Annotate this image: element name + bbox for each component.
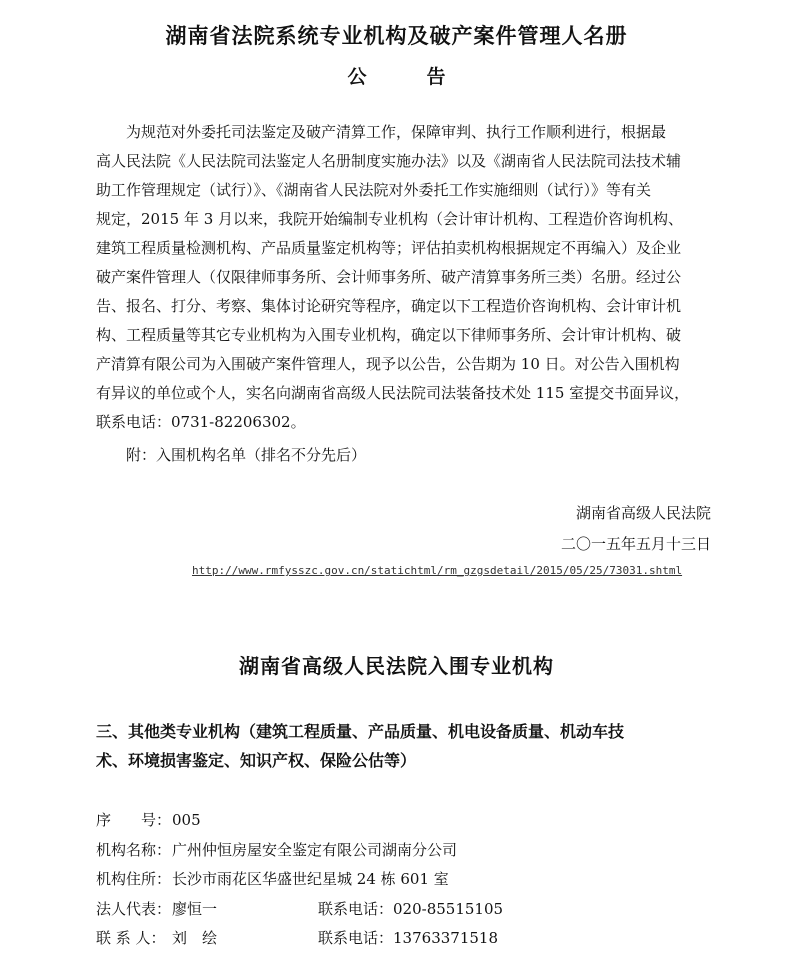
document-title: 湖南省法院系统专业机构及破产案件管理人名册 bbox=[165, 24, 628, 48]
issue-date: 二〇一五年五月十三日 bbox=[560, 535, 711, 553]
contact-phone-value: 13763371518 bbox=[393, 929, 498, 947]
representative-row bbox=[96, 895, 696, 924]
notice-line: 联系电话：0731-82206302。 bbox=[96, 413, 306, 431]
serial-row bbox=[96, 806, 201, 835]
category-line: 三、其他类专业机构（建筑工程质量、产品质量、机电设备质量、机动车技 bbox=[96, 722, 625, 741]
notice-line: 告、报名、打分、考察、集体讨论研究等程序，确定以下工程造价咨询机构、会计审计机 bbox=[96, 297, 682, 315]
org-name-value: 广州仲恒房屋安全鉴定有限公司湖南分公司 bbox=[172, 841, 458, 859]
attachment-note: 附：入围机构名单（排名不分先后） bbox=[126, 446, 367, 464]
address-value: 长沙市雨花区华盛世纪星城 24 栋 601 室 bbox=[172, 870, 449, 888]
notice-heading: 公告 bbox=[347, 66, 506, 88]
notice-line: 破产案件管理人（仅限律师事务所、会计师事务所、破产清算事务所三类）名册。经过公 bbox=[96, 268, 682, 286]
serial-value: 005 bbox=[172, 811, 201, 829]
category-heading bbox=[96, 717, 716, 775]
serial-label: 序 号： bbox=[96, 811, 172, 829]
representative-value: 廖恒一 bbox=[172, 900, 218, 918]
notice-line: 产清算有限公司为入围破产案件管理人，现予以公告，公告期为 10 日。对公告入围机构 bbox=[96, 355, 680, 373]
source-link[interactable]: http://www.rmfysszc.gov.cn/statichtml/rm_gzgsdetail/2015/05/25/73031.shtml bbox=[192, 564, 683, 577]
contact-value: 刘 绘 bbox=[172, 929, 218, 947]
notice-line: 规定，2015 年 3 月以来，我院开始编制专业机构（会计审计机构、工程造价咨询机构、 bbox=[96, 210, 684, 228]
contact-phone bbox=[318, 924, 498, 953]
address-label: 机构住所： bbox=[96, 870, 172, 888]
category-line: 术、环境损害鉴定、知识产权、保险公估等） bbox=[96, 751, 417, 770]
org-name-row bbox=[96, 836, 457, 865]
org-name-label: 机构名称： bbox=[96, 841, 172, 859]
notice-line: 助工作管理规定（试行）》、《湖南省人民法院对外委托工作实施细则（试行）》等有关 bbox=[96, 181, 652, 199]
notice-line: 为规范对外委托司法鉴定及破产清算工作，保障审判、执行工作顺利进行，根据最 bbox=[126, 123, 667, 141]
notice-line: 有异议的单位或个人，实名向湖南省高级人民法院司法装备技术处 115 室提交书面异议， bbox=[96, 384, 690, 402]
representative-phone-value: 020-85515105 bbox=[393, 900, 504, 918]
contact-phone-label: 联系电话： bbox=[318, 929, 394, 947]
address-row bbox=[96, 865, 449, 894]
representative-phone-label: 联系电话： bbox=[318, 900, 394, 918]
contact-label: 联 系 人： bbox=[96, 929, 166, 947]
notice-line: 构、工程质量等其它专业机构为入围专业机构，确定以下律师事务所、会计审计机构、破 bbox=[96, 326, 682, 344]
representative-phone bbox=[318, 895, 503, 924]
notice-body bbox=[96, 118, 714, 437]
notice-line: 建筑工程质量检测机构、产品质量鉴定机构等；评估拍卖机构根据规定不再编入）及企业 bbox=[96, 239, 682, 257]
contact-row bbox=[96, 924, 696, 953]
section-title: 湖南省高级人民法院入围专业机构 bbox=[239, 654, 554, 678]
representative-label: 法人代表： bbox=[96, 900, 172, 918]
issuer-name: 湖南省高级人民法院 bbox=[575, 504, 711, 522]
notice-line: 高人民法院《人民法院司法鉴定人名册制度实施办法》以及《湖南省人民法院司法技术辅 bbox=[96, 152, 682, 170]
